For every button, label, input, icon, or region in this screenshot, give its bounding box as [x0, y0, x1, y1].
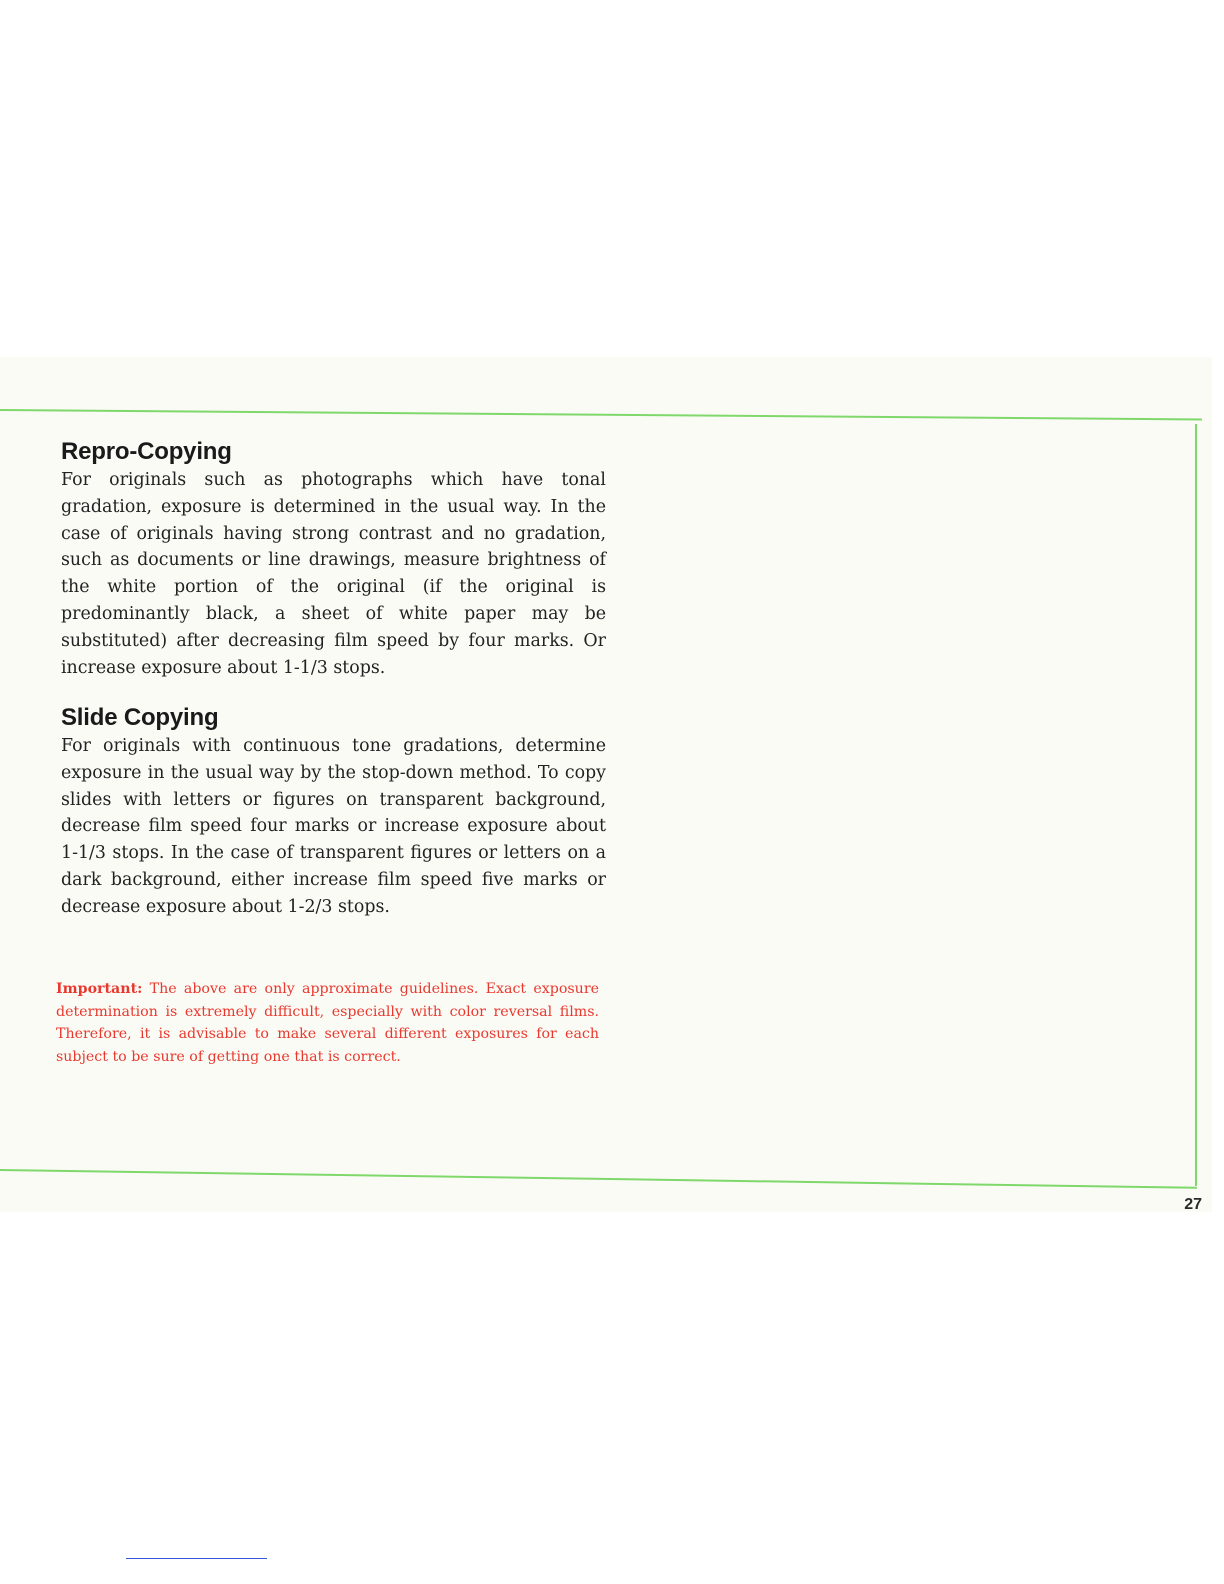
important-label: Important: — [56, 981, 143, 997]
important-text: The above are only approximate guidelines. Exact exposure determination is extremely difficult, especially with color reversal films. Therefore, it is advisable to make several different exposures for each subject to be sure of getting one that is correct. — [56, 981, 599, 1065]
footer-line — [126, 1558, 267, 1559]
green-frame-right-rule — [1195, 424, 1197, 1186]
slide-copying-heading: Slide Copying — [61, 704, 219, 731]
important-note — [56, 978, 599, 1068]
page-number: 27 — [1184, 1196, 1202, 1213]
repro-copying-section — [61, 437, 606, 681]
slide-copying-section — [61, 703, 606, 921]
repro-copying-heading: Repro-Copying — [61, 438, 232, 465]
slide-copying-paragraph: For originals with continuous tone gradations, determine exposure in the usual way by the stop-down method. To copy slides with letters or figures on transparent background, decrease film speed four marks or increase exposure about 1-1/3 stops. In the case of transparent figures or letters on a dark background, either increase film speed five marks or decrease exposure about 1-2/3 stops. — [61, 736, 606, 917]
repro-copying-paragraph: For originals such as photographs which have tonal gradation, exposure is determined in the usual way. In the case of originals having strong contrast and no gradation, such as documents or line drawings, measure brightness of the white portion of the original (if the original is predominantly black, a sheet of white paper may be substituted) after decreasing film speed by four marks. Or increase exposure about 1-1/3 stops. — [61, 470, 606, 678]
